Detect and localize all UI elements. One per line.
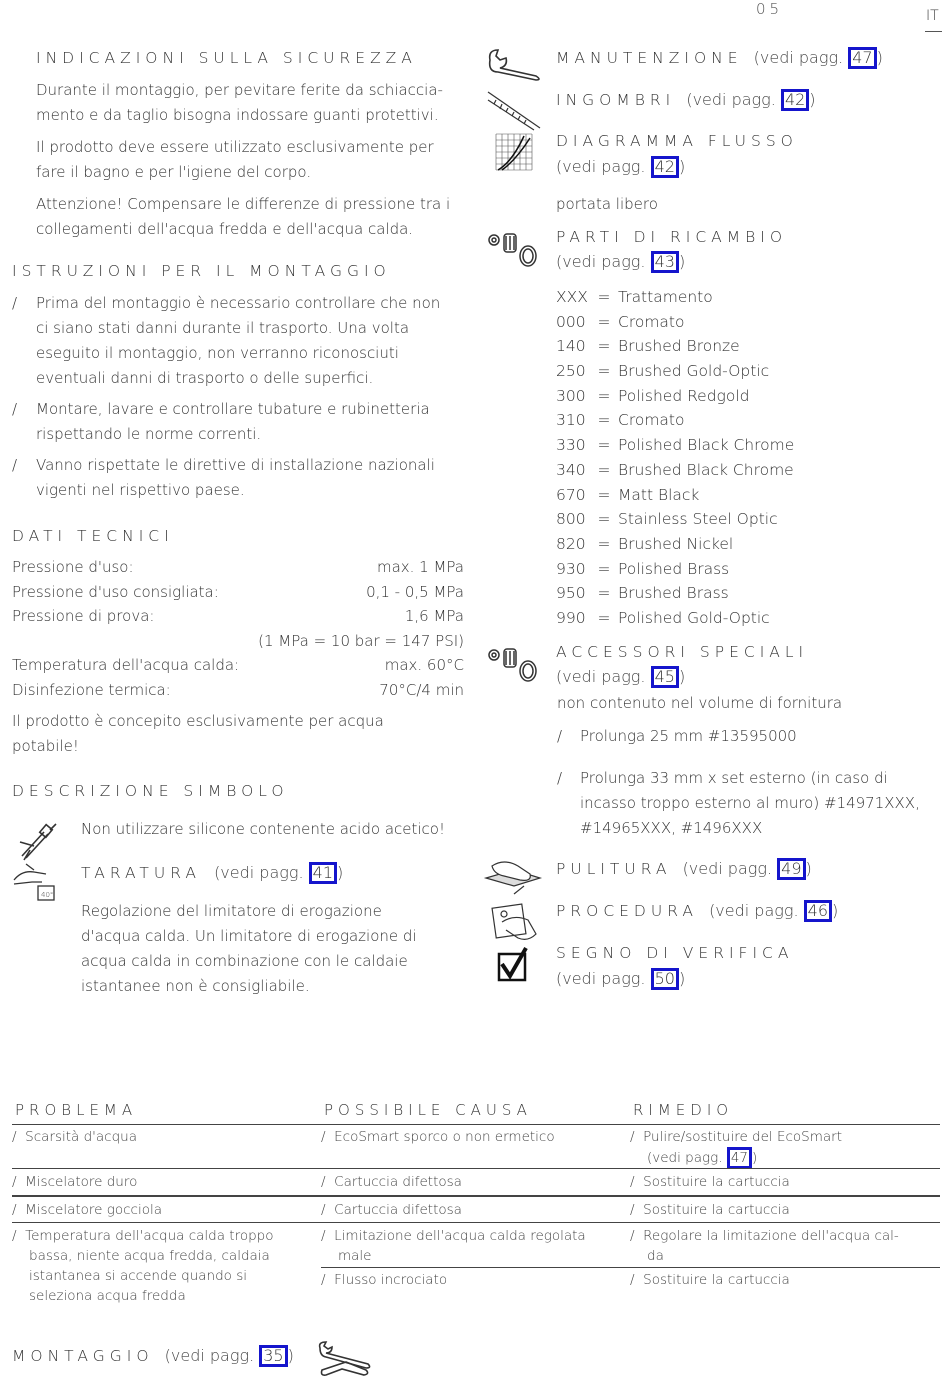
wrench-icon xyxy=(486,46,544,82)
ref-prefix: (vedi pagg. xyxy=(556,667,646,686)
finish-code-row xyxy=(556,483,794,508)
cleaning-hand-icon xyxy=(484,856,544,898)
ref-prefix: (vedi pagg. xyxy=(753,48,844,67)
remedy-cell xyxy=(630,1200,790,1220)
table-row xyxy=(12,1127,137,1147)
finish-name: Polished Brass xyxy=(618,559,730,578)
bullet-slash: / xyxy=(12,294,18,312)
taratura-line: acqua calda in combinazione con le caldaie xyxy=(81,952,408,970)
bullet-line: vigenti nel rispettivo paese. xyxy=(36,481,245,499)
tech-label: Pressione d'uso: xyxy=(12,558,134,576)
bullet-line: Vanno rispettate le direttive di installazione nazionali xyxy=(36,456,435,474)
bullet-slash: / xyxy=(12,456,18,474)
ref-suffix: ) xyxy=(876,48,883,67)
finish-code-row xyxy=(556,285,794,310)
manutenzione-page-link[interactable]: 47 xyxy=(848,47,876,69)
cause-cell xyxy=(321,1270,447,1290)
safety-text xyxy=(36,78,450,242)
bullet-slash: / xyxy=(12,400,18,418)
finish-name: Trattamento xyxy=(618,288,713,306)
equals-sign: = xyxy=(597,411,611,430)
tech-table xyxy=(12,555,464,703)
ref-suffix: ) xyxy=(805,859,812,878)
montaggio-heading xyxy=(12,1345,294,1367)
accessori-ref xyxy=(556,666,685,688)
ref-prefix: (vedi pagg. xyxy=(682,859,773,878)
bullet-line: rispettando le norme correnti. xyxy=(36,425,262,443)
ref-prefix: (vedi pagg. xyxy=(556,157,646,176)
tech-label: Pressione d'uso consigliata: xyxy=(12,582,219,601)
finish-code-row xyxy=(556,581,794,606)
tech-value: 0,1 - 0,5 MPa xyxy=(366,582,464,601)
bullet-line: ci siano stati danni durante il trasporto. Una volta xyxy=(36,319,410,337)
finish-code-row xyxy=(556,507,794,532)
bullet-line: Montare, lavare e controllare tubature e rubinetteria xyxy=(36,400,430,418)
equals-sign: = xyxy=(597,288,611,306)
table-header-problem: PROBLEMA xyxy=(15,1101,138,1119)
cause-cell xyxy=(321,1172,462,1192)
finish-name: Polished Redgold xyxy=(618,386,750,405)
safety-line: Il prodotto deve essere utilizzato esclusivamente per xyxy=(36,138,434,156)
table-row-rule xyxy=(12,1222,940,1223)
equals-sign: = xyxy=(597,312,611,331)
cause-cell xyxy=(321,1127,555,1147)
tech-note-line: Il prodotto è concepito esclusivamente per acqua xyxy=(12,712,384,730)
table-row xyxy=(12,1226,273,1306)
verifica-title: SEGNO DI VERIFICA xyxy=(556,944,794,962)
taratura-text xyxy=(81,899,417,999)
ref-prefix: (vedi pagg. xyxy=(556,252,646,271)
remedy-text: da xyxy=(647,1248,664,1264)
finish-code: 950 xyxy=(556,584,586,603)
ricambio-page-link[interactable]: 43 xyxy=(651,251,679,273)
remedy-cell xyxy=(630,1127,842,1169)
finish-name: Brushed Bronze xyxy=(618,337,740,356)
ref-suffix: ) xyxy=(337,863,344,882)
table-row-rule xyxy=(12,1168,940,1169)
finish-name: Brushed Brass xyxy=(618,584,729,603)
equals-sign: = xyxy=(597,584,611,603)
ricambio-title: PARTI DI RICAMBIO xyxy=(556,228,788,246)
problem-text: Miscelatore duro xyxy=(25,1174,138,1190)
finish-code: 310 xyxy=(556,411,586,430)
tech-note-line: potabile! xyxy=(12,737,79,755)
cause-text: Flusso incrociato xyxy=(334,1272,448,1288)
tech-row xyxy=(12,555,464,580)
calibration-hand-icon xyxy=(12,862,58,904)
checkmark-box-icon xyxy=(496,946,530,982)
problem-text: istantanea si accende quando si xyxy=(29,1268,247,1284)
tech-label: Disinfezione termica: xyxy=(12,680,171,699)
finish-code-row xyxy=(556,532,794,557)
problem-text: seleziona acqua fredda xyxy=(29,1288,186,1304)
finish-code-row xyxy=(556,433,794,458)
tech-value: max. 60°C xyxy=(384,656,464,675)
taratura-line: Regolazione del limitatore di erogazione xyxy=(81,902,382,920)
bullet-slash: / xyxy=(630,1202,635,1218)
bullet-line: eventuali danni di trasporto o delle superfici. xyxy=(36,369,374,387)
equals-sign: = xyxy=(597,460,611,479)
spare-parts-icon xyxy=(486,228,544,268)
procedura-heading xyxy=(556,900,838,922)
accessori-item-2 xyxy=(557,766,942,841)
ref-suffix: ) xyxy=(832,901,839,920)
equals-sign: = xyxy=(597,510,611,529)
tech-row xyxy=(12,629,464,654)
bullet-slash: / xyxy=(12,1129,17,1145)
finish-code: 820 xyxy=(556,534,586,553)
safety-line: collegamenti dell'acqua fredda e dell'acqua calda. xyxy=(36,220,414,238)
tech-value: 70°C/4 min xyxy=(379,680,464,699)
table-row xyxy=(12,1172,137,1192)
finish-code: 340 xyxy=(556,460,586,479)
safety-title: INDICAZIONI SULLA SICUREZZA xyxy=(36,49,417,67)
accessori-item-line: #14965XXX, #1496XXX xyxy=(580,819,763,837)
ref-prefix: (vedi pagg. xyxy=(686,90,776,109)
finish-name: Cromato xyxy=(618,312,685,331)
finish-code-row xyxy=(556,310,794,335)
table-row xyxy=(12,1200,162,1220)
table-header-cause: POSSIBILE CAUSA xyxy=(324,1101,532,1119)
cause-cell xyxy=(321,1200,462,1220)
pulitura-page-link[interactable]: 49 xyxy=(777,858,805,880)
finish-code-row xyxy=(556,384,794,409)
manutenzione-title: MANUTENZIONE xyxy=(556,49,743,67)
diagramma-title: DIAGRAMMA FLUSSO xyxy=(556,132,798,150)
taratura-heading xyxy=(81,862,343,884)
remedy-cell xyxy=(630,1172,790,1192)
cause-text: Cartuccia difettosa xyxy=(334,1202,462,1218)
ref-prefix: (vedi pagg. xyxy=(556,969,646,988)
table-sub-rule xyxy=(321,1267,940,1268)
language-underline xyxy=(925,31,942,32)
finish-codes-list xyxy=(556,285,794,631)
finish-name: Brushed Black Chrome xyxy=(618,460,794,479)
taratura-line: istantanee non è consigliabile. xyxy=(81,977,310,995)
accessori-item-line: incasso troppo esterno al muro) #14971XXX, xyxy=(580,794,920,812)
ref-prefix: (vedi pagg. xyxy=(709,901,799,920)
accessori-note: non contenuto nel volume di fornitura xyxy=(557,694,843,712)
table-header-remedy: RIMEDIO xyxy=(633,1101,734,1119)
bullet-slash: / xyxy=(12,1202,17,1218)
language-tag: IT xyxy=(926,8,939,24)
finish-name: Polished Gold-Optic xyxy=(618,608,770,627)
finish-code: 930 xyxy=(556,559,586,578)
taratura-title: TARATURA xyxy=(81,864,201,882)
finish-code-row xyxy=(556,606,794,631)
ref-suffix: ) xyxy=(678,667,686,686)
bullet-slash: / xyxy=(630,1228,635,1244)
verifica-ref xyxy=(556,968,685,990)
bullet-slash: / xyxy=(12,1174,17,1190)
remedy-page-link[interactable]: 47 xyxy=(727,1147,752,1169)
bullet-slash: / xyxy=(12,1228,17,1244)
install-bullet-2 xyxy=(12,397,472,447)
bullet-slash: / xyxy=(321,1174,326,1190)
bullet-line: eseguito il montaggio, non verranno riconosciuti xyxy=(36,344,399,362)
finish-code: 250 xyxy=(556,362,586,381)
problem-text: Miscelatore gocciola xyxy=(25,1202,162,1218)
remedy-text: Pulire/sostituire del EcoSmart xyxy=(643,1129,843,1145)
manutenzione-heading xyxy=(556,47,883,69)
ref-suffix: ) xyxy=(809,90,816,109)
ingombri-page-link[interactable]: 42 xyxy=(781,89,809,111)
equals-sign: = xyxy=(597,362,611,381)
tech-row xyxy=(12,580,464,605)
equals-sign: = xyxy=(597,559,611,578)
finish-code-row xyxy=(556,557,794,582)
bullet-line: Prima del montaggio è necessario controllare che non xyxy=(36,294,441,312)
finish-name: Matt Black xyxy=(618,485,700,504)
ref-prefix: (vedi pagg. xyxy=(214,863,304,882)
tech-row xyxy=(12,653,464,678)
remedy-text: (vedi pagg. xyxy=(647,1150,723,1166)
bullet-slash: / xyxy=(321,1129,326,1145)
remedy-text: Sostituire la cartuccia xyxy=(643,1202,790,1218)
ricambio-ref xyxy=(556,251,685,273)
tools-icon xyxy=(316,1340,376,1378)
ref-prefix: (vedi pagg. xyxy=(164,1346,255,1365)
bullet-slash: / xyxy=(321,1202,326,1218)
accessori-page-link[interactable]: 45 xyxy=(651,666,679,688)
taratura-line: d'acqua calda. Un limitatore di erogazione di xyxy=(81,927,417,945)
ref-suffix: ) xyxy=(752,1150,758,1166)
equals-sign: = xyxy=(597,534,611,553)
montaggio-page-link[interactable]: 35 xyxy=(259,1345,287,1367)
safety-line: mento e da taglio bisogna indossare guanti protettivi. xyxy=(36,106,439,124)
accessories-parts-icon xyxy=(486,643,544,683)
finish-code: 000 xyxy=(556,312,586,331)
tech-label: Pressione di prova: xyxy=(12,607,155,626)
cause-text: EcoSmart sporco o non ermetico xyxy=(334,1129,555,1145)
remedy-text: Regolare la limitazione dell'acqua cal- xyxy=(643,1228,899,1244)
ref-suffix: ) xyxy=(287,1346,294,1365)
bullet-slash: / xyxy=(630,1272,635,1288)
tech-value: 1,6 MPa xyxy=(404,607,464,626)
finish-code-row xyxy=(556,408,794,433)
install-bullet-1 xyxy=(12,291,472,391)
table-header-rule xyxy=(12,1124,940,1125)
problem-text: Scarsità d'acqua xyxy=(25,1129,137,1145)
verifica-page-link[interactable]: 50 xyxy=(651,968,679,990)
cause-text: Cartuccia difettosa xyxy=(334,1174,462,1190)
tech-note xyxy=(12,709,384,759)
equals-sign: = xyxy=(597,608,611,627)
finish-code: XXX xyxy=(556,288,588,306)
ref-suffix: ) xyxy=(678,252,686,271)
equals-sign: = xyxy=(597,436,611,455)
silicone-warning: Non utilizzare silicone contenente acido acetico! xyxy=(81,820,445,838)
bullet-slash: / xyxy=(321,1228,326,1244)
finish-name: Brushed Nickel xyxy=(618,534,734,553)
finish-code-row xyxy=(556,334,794,359)
diagramma-note: portata libero xyxy=(556,195,658,213)
tech-title: DATI TECNICI xyxy=(12,527,174,545)
equals-sign: = xyxy=(597,386,611,405)
finish-code: 800 xyxy=(556,510,586,529)
finish-name: Stainless Steel Optic xyxy=(618,510,778,529)
tech-row xyxy=(12,604,464,629)
safety-line: fare il bagno e per l'igiene del corpo. xyxy=(36,163,312,181)
finish-code-row xyxy=(556,359,794,384)
equals-sign: = xyxy=(597,337,611,356)
accessori-item-1 xyxy=(557,724,937,749)
finish-code-row xyxy=(556,458,794,483)
ingombri-heading xyxy=(556,89,816,111)
finish-name: Brushed Gold-Optic xyxy=(618,362,770,381)
cause-cell xyxy=(321,1226,586,1266)
finish-code: 140 xyxy=(556,337,586,356)
finish-name: Polished Black Chrome xyxy=(618,436,795,455)
tech-label: Temperatura dell'acqua calda: xyxy=(12,656,240,675)
montaggio-title: MONTAGGIO xyxy=(12,1347,154,1365)
install-title: ISTRUZIONI PER IL MONTAGGIO xyxy=(12,262,391,280)
finish-code: 670 xyxy=(556,485,586,504)
diagramma-page-link[interactable]: 42 xyxy=(651,156,679,178)
safety-line: Attenzione! Compensare le differenze di pressione tra i xyxy=(36,195,451,213)
pulitura-title: PULITURA xyxy=(556,860,672,878)
remedy-text: Sostituire la cartuccia xyxy=(643,1272,790,1288)
pulitura-heading xyxy=(556,858,812,880)
remedy-cell xyxy=(630,1226,899,1266)
bullet-slash: / xyxy=(630,1129,635,1145)
ref-suffix: ) xyxy=(678,969,686,988)
ingombri-title: INGOMBRI xyxy=(556,91,676,109)
tech-value: (1 MPa = 10 bar = 147 PSI) xyxy=(258,631,464,650)
finish-code: 990 xyxy=(556,608,586,627)
bullet-slash: / xyxy=(557,727,563,745)
accessori-item-line: Prolunga 33 mm x set esterno (in caso di xyxy=(580,769,888,787)
taratura-page-link[interactable]: 41 xyxy=(309,862,337,884)
problem-text: bassa, niente acqua fredda, caldaia xyxy=(29,1248,270,1264)
bullet-slash: / xyxy=(321,1272,326,1288)
tech-value: max. 1 MPa xyxy=(376,558,464,576)
diagramma-ref xyxy=(556,156,685,178)
symbols-title: DESCRIZIONE SIMBOLO xyxy=(12,782,289,800)
svg-text:40°: 40° xyxy=(41,891,54,899)
cause-text: male xyxy=(338,1248,372,1264)
problem-text: Temperatura dell'acqua calda troppo xyxy=(25,1228,274,1244)
equals-sign: = xyxy=(597,485,611,504)
bullet-slash: / xyxy=(630,1174,635,1190)
finish-code: 330 xyxy=(556,436,586,455)
page-number: 05 xyxy=(756,0,784,18)
cause-text: Limitazione dell'acqua calda regolata xyxy=(334,1228,586,1244)
dimensions-ruler-icon xyxy=(486,88,542,130)
procedura-title: PROCEDURA xyxy=(556,902,698,920)
remedy-cell xyxy=(630,1270,790,1290)
finish-code: 300 xyxy=(556,386,586,405)
ref-suffix: ) xyxy=(678,157,686,176)
safety-line: Durante il montaggio, per pevitare ferite da schiaccia- xyxy=(36,81,443,99)
finish-name: Cromato xyxy=(618,411,685,430)
install-bullet-3 xyxy=(12,453,472,503)
tech-row xyxy=(12,678,464,703)
procedura-page-link[interactable]: 46 xyxy=(804,900,832,922)
table-row-rule xyxy=(12,1195,940,1197)
flow-diagram-icon xyxy=(494,132,534,172)
bullet-slash: / xyxy=(557,769,563,787)
remedy-text: Sostituire la cartuccia xyxy=(643,1174,790,1190)
silicone-gun-icon xyxy=(16,822,60,862)
accessori-title: ACCESSORI SPECIALI xyxy=(556,643,809,661)
accessori-item-text: Prolunga 25 mm #13595000 xyxy=(580,727,797,745)
procedure-hand-icon xyxy=(488,900,540,944)
